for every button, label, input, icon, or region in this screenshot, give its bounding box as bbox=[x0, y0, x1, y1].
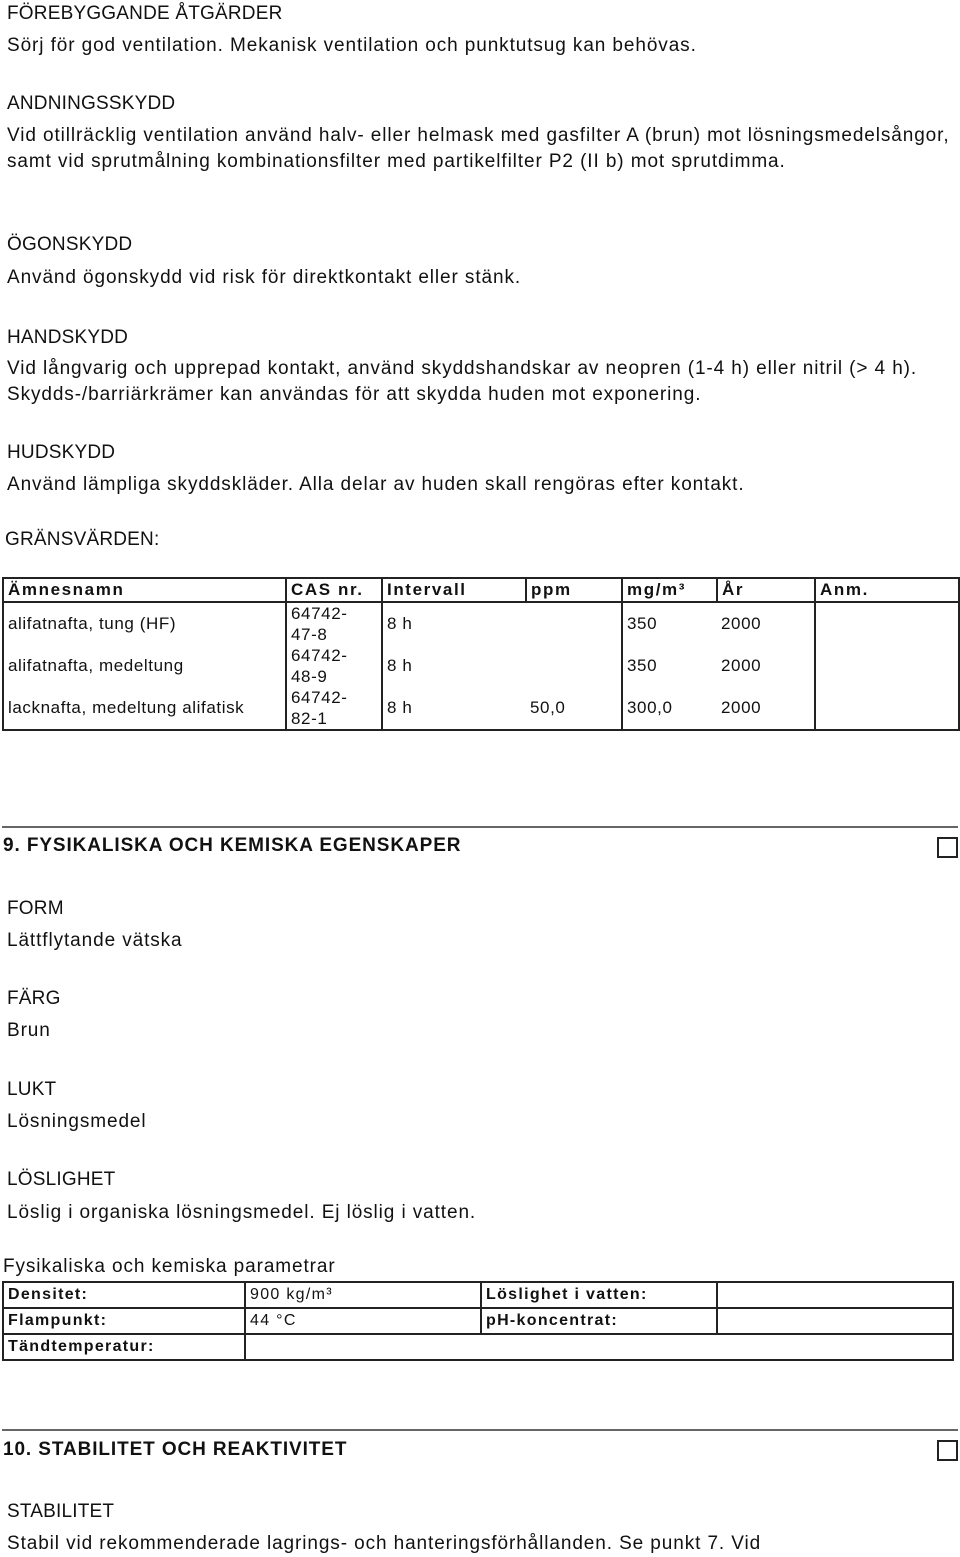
label-ph: pH-koncentrat: bbox=[481, 1308, 717, 1334]
heading-form: FORM bbox=[7, 898, 64, 919]
heading-stability: STABILITET bbox=[7, 1501, 115, 1522]
heading-solubility: LÖSLIGHET bbox=[7, 1169, 116, 1190]
cell-remark bbox=[815, 687, 959, 730]
physical-parameters-table bbox=[2, 1281, 954, 1361]
section-10-title: 10. STABILITET OCH REAKTIVITET bbox=[3, 1439, 348, 1460]
col-header-substance: Ämnesnamn bbox=[3, 578, 286, 602]
cell-cas: 64742- 82-1 bbox=[286, 687, 382, 730]
col-header-cas: CAS nr. bbox=[286, 578, 382, 602]
heading-odor: LUKT bbox=[7, 1079, 57, 1100]
limits-title: GRÄNSVÄRDEN: bbox=[5, 529, 160, 550]
text-eye-protection: Använd ögonskydd vid risk för direktkontakt eller stänk. bbox=[7, 267, 522, 288]
cell-interval: 8 h bbox=[382, 687, 526, 730]
col-header-ppm: ppm bbox=[526, 578, 622, 602]
params-title: Fysikaliska och kemiska parametrar bbox=[3, 1256, 336, 1277]
heading-color: FÄRG bbox=[7, 988, 61, 1009]
table-row bbox=[3, 1282, 953, 1308]
label-flash-point: Flampunkt: bbox=[3, 1308, 245, 1334]
text-color: Brun bbox=[7, 1020, 51, 1041]
text-form: Lättflytande vätska bbox=[7, 930, 183, 951]
col-header-interval: Intervall bbox=[382, 578, 526, 602]
text-hand-protection: Vid långvarig och upprepad kontakt, använd skyddshandskar av neopren (1-4 h) eller nitril (> 4 h). Skydds-/barriärkrämer kan användas för att skydda huden mot exponering. bbox=[7, 358, 918, 405]
cell-remark bbox=[815, 645, 959, 687]
text-preventive-measures: Sörj för god ventilation. Mekanisk ventilation och punktutsug kan behövas. bbox=[7, 35, 697, 56]
table-row bbox=[3, 602, 959, 645]
heading-preventive-measures: FÖREBYGGANDE ÅTGÄRDER bbox=[7, 3, 283, 24]
cell-mgm3: 300,0 bbox=[622, 687, 717, 730]
exposure-limits-table bbox=[2, 577, 960, 731]
col-header-year: År bbox=[717, 578, 815, 602]
text-odor: Lösningsmedel bbox=[7, 1111, 147, 1132]
cell-year: 2000 bbox=[717, 687, 815, 730]
text-stability: Stabil vid rekommenderade lagrings- och hanteringsförhållanden. Se punkt 7. Vid bbox=[7, 1533, 762, 1554]
table-header-row bbox=[3, 578, 959, 602]
value-density: 900 kg/m³ bbox=[245, 1282, 481, 1308]
section-divider bbox=[2, 826, 958, 828]
text-skin-protection: Använd lämpliga skyddskläder. Alla delar av huden skall rengöras efter kontakt. bbox=[7, 474, 745, 495]
label-water-solubility: Löslighet i vatten: bbox=[481, 1282, 717, 1308]
label-density: Densitet: bbox=[3, 1282, 245, 1308]
cell-substance: alifatnafta, medeltung bbox=[3, 645, 286, 687]
cell-cas: 64742- 47-8 bbox=[286, 602, 382, 645]
section-9-title: 9. FYSIKALISKA OCH KEMISKA EGENSKAPER bbox=[3, 835, 462, 856]
cell-year: 2000 bbox=[721, 656, 762, 675]
table-row bbox=[3, 1334, 953, 1360]
table-row bbox=[3, 645, 959, 687]
cell-mgm3: 350 bbox=[627, 656, 658, 675]
col-header-remark: Anm. bbox=[815, 578, 959, 602]
cell-year: 2000 bbox=[721, 614, 762, 633]
cell-interval: 8 h bbox=[387, 614, 413, 633]
heading-hand-protection: HANDSKYDD bbox=[7, 327, 129, 348]
table-filler bbox=[717, 1334, 953, 1360]
section-checkbox[interactable] bbox=[937, 1440, 958, 1461]
cell-ppm bbox=[526, 645, 622, 687]
text-solubility: Löslig i organiska lösningsmedel. Ej löslig i vatten. bbox=[7, 1202, 477, 1223]
heading-eye-protection: ÖGONSKYDD bbox=[7, 234, 133, 255]
value-water-solubility bbox=[717, 1282, 953, 1308]
table-row bbox=[3, 1308, 953, 1334]
value-ignition-temperature bbox=[245, 1334, 481, 1360]
label-ignition-temperature: Tändtemperatur: bbox=[3, 1334, 245, 1360]
cell-interval: 8 h bbox=[387, 656, 413, 675]
cell-remark bbox=[815, 602, 959, 645]
text-respiratory-protection: Vid otillräcklig ventilation använd halv- eller helmask med gasfilter A (brun) mot lösningsmedelsångor, samt vid sprutmålning kombinationsfilter med partikelfilter P2 (II b) mot sprutdimma. bbox=[7, 125, 950, 172]
cell-substance: lacknafta, medeltung alifatisk bbox=[3, 687, 286, 730]
cell-ppm bbox=[526, 602, 622, 645]
section-divider bbox=[2, 1429, 958, 1431]
cell-cas: 64742- 48-9 bbox=[286, 645, 382, 687]
cell-substance: alifatnafta, tung (HF) bbox=[3, 602, 286, 645]
heading-skin-protection: HUDSKYDD bbox=[7, 442, 116, 463]
col-header-mgm3: mg/m³ bbox=[622, 578, 717, 602]
heading-respiratory-protection: ANDNINGSSKYDD bbox=[7, 93, 176, 114]
table-filler bbox=[481, 1334, 717, 1360]
section-checkbox[interactable] bbox=[937, 837, 958, 858]
value-flash-point: 44 °C bbox=[245, 1308, 481, 1334]
cell-mgm3: 350 bbox=[627, 614, 658, 633]
cell-ppm: 50,0 bbox=[526, 687, 622, 730]
value-ph bbox=[717, 1308, 953, 1334]
table-row bbox=[3, 687, 959, 730]
